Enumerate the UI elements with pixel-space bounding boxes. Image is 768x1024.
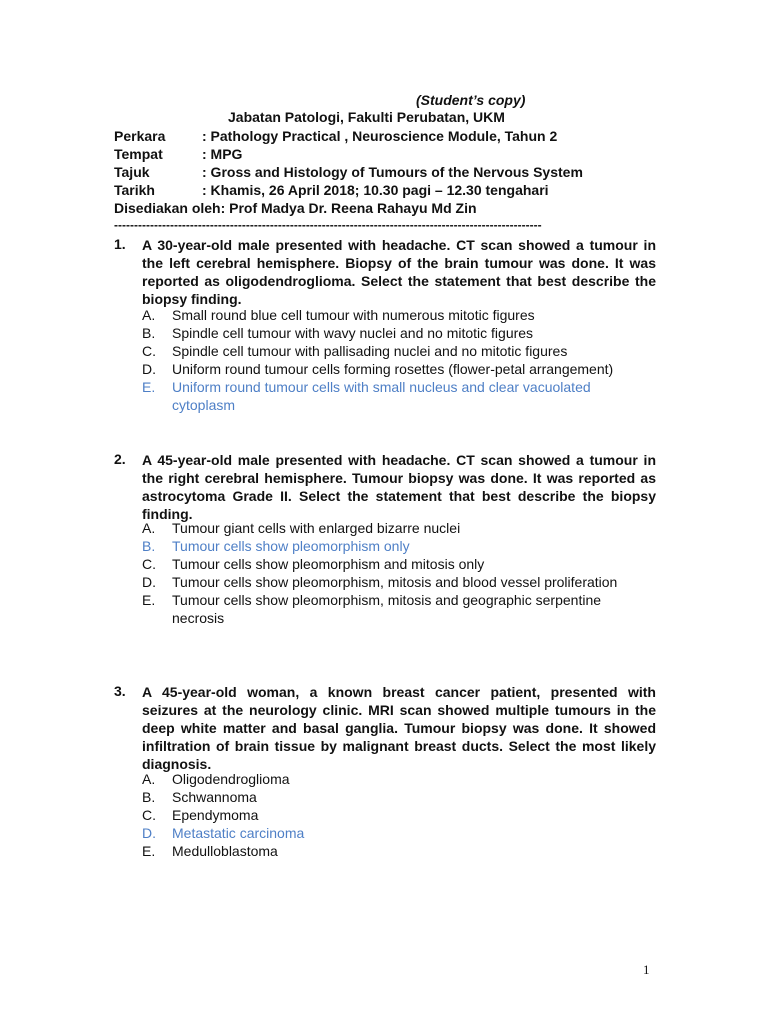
option-letter: D. bbox=[142, 361, 156, 377]
students-copy-label: (Student’s copy) bbox=[416, 92, 526, 108]
meta-key: Perkara bbox=[114, 128, 166, 144]
meta-key: Tarikh bbox=[114, 182, 155, 198]
option-letter: A. bbox=[142, 520, 156, 536]
option-letter: C. bbox=[142, 343, 156, 359]
meta-value: : Gross and Histology of Tumours of the Nervous System bbox=[202, 164, 583, 180]
option-letter: E. bbox=[142, 592, 156, 608]
option-b-answer bbox=[142, 537, 642, 555]
question-stem: A 45-year-old male presented with headache. CT scan showed a tumour in the right cerebral hemisphere. Tumour biopsy was done. It was reported as astrocytoma Grade II. Select the statement that best describe the biopsy finding. bbox=[142, 452, 656, 522]
meta-value: : Khamis, 26 April 2018; 10.30 pagi – 12.30 tengahari bbox=[202, 182, 549, 198]
option-text: Tumour cells show pleomorphism, mitosis and geographic serpentine necrosis bbox=[172, 592, 602, 626]
option-letter: D. bbox=[142, 825, 156, 841]
option-e-answer bbox=[142, 378, 642, 414]
option-a bbox=[142, 519, 642, 537]
option-letter: E. bbox=[142, 379, 156, 395]
option-c bbox=[142, 555, 642, 573]
option-text: Tumour cells show pleomorphism, mitosis and blood vessel proliferation bbox=[172, 574, 618, 590]
meta-value: : MPG bbox=[202, 146, 243, 162]
option-b bbox=[142, 788, 642, 806]
option-text: Uniform round tumour cells with small nucleus and clear vacuolated cytoplasm bbox=[172, 379, 591, 413]
option-letter: A. bbox=[142, 771, 156, 787]
option-c bbox=[142, 342, 642, 360]
meta-key: Tajuk bbox=[114, 164, 150, 180]
option-text: Small round blue cell tumour with numerous mitotic figures bbox=[172, 307, 535, 323]
option-b bbox=[142, 324, 642, 342]
option-text: Spindle cell tumour with pallisading nuclei and no mitotic figures bbox=[172, 343, 568, 359]
meta-value: : Pathology Practical , Neuroscience Module, Tahun 2 bbox=[202, 128, 558, 144]
option-text: Schwannoma bbox=[172, 789, 257, 805]
option-text: Uniform round tumour cells forming rosettes (flower-petal arrangement) bbox=[172, 361, 614, 377]
option-text: Tumour cells show pleomorphism only bbox=[172, 538, 410, 554]
question-number: 2. bbox=[114, 451, 126, 467]
divider-line: ----------------------------------------------------------------------------------------------------------- bbox=[114, 218, 542, 232]
option-letter: A. bbox=[142, 307, 156, 323]
department-heading: Jabatan Patologi, Fakulti Perubatan, UKM bbox=[228, 109, 505, 125]
option-e bbox=[142, 842, 642, 860]
option-letter: B. bbox=[142, 538, 156, 554]
question-number: 1. bbox=[114, 236, 126, 252]
option-text: Oligodendroglioma bbox=[172, 771, 290, 787]
question-stem: A 30-year-old male presented with headache. CT scan showed a tumour in the left cerebral hemisphere. Biopsy of the brain tumour was done. It was reported as oligodendroglioma. Select the statement that best describe the biopsy finding. bbox=[142, 237, 656, 307]
option-letter: D. bbox=[142, 574, 156, 590]
option-a bbox=[142, 770, 642, 788]
option-letter: C. bbox=[142, 807, 156, 823]
prepared-by: Disediakan oleh: Prof Madya Dr. Reena Rahayu Md Zin bbox=[114, 200, 477, 216]
option-text: Tumour cells show pleomorphism and mitosis only bbox=[172, 556, 485, 572]
option-c bbox=[142, 806, 642, 824]
option-text: Tumour giant cells with enlarged bizarre nuclei bbox=[172, 520, 461, 536]
meta-key: Tempat bbox=[114, 146, 163, 162]
question-number: 3. bbox=[114, 683, 126, 699]
option-text: Medulloblastoma bbox=[172, 843, 278, 859]
question-stem: A 45-year-old woman, a known breast cancer patient, presented with seizures at the neurology clinic. MRI scan showed multiple tumours in the deep white matter and basal ganglia. Tumour biopsy was done. It showed infiltration of brain tissue by malignant breast ducts. Select the most likely diagnosis. bbox=[142, 684, 656, 772]
option-letter: C. bbox=[142, 556, 156, 572]
option-letter: B. bbox=[142, 325, 156, 341]
option-list bbox=[142, 770, 642, 860]
option-text: Ependymoma bbox=[172, 807, 259, 823]
option-a bbox=[142, 306, 642, 324]
option-list bbox=[142, 519, 642, 627]
option-text: Metastatic carcinoma bbox=[172, 825, 305, 841]
option-d bbox=[142, 360, 642, 378]
option-text: Spindle cell tumour with wavy nuclei and no mitotic figures bbox=[172, 325, 534, 341]
page-number: 1 bbox=[643, 962, 650, 977]
option-e bbox=[142, 591, 642, 627]
option-letter: E. bbox=[142, 843, 156, 859]
option-d-answer bbox=[142, 824, 642, 842]
option-list bbox=[142, 306, 642, 414]
option-d bbox=[142, 573, 642, 591]
option-letter: B. bbox=[142, 789, 156, 805]
